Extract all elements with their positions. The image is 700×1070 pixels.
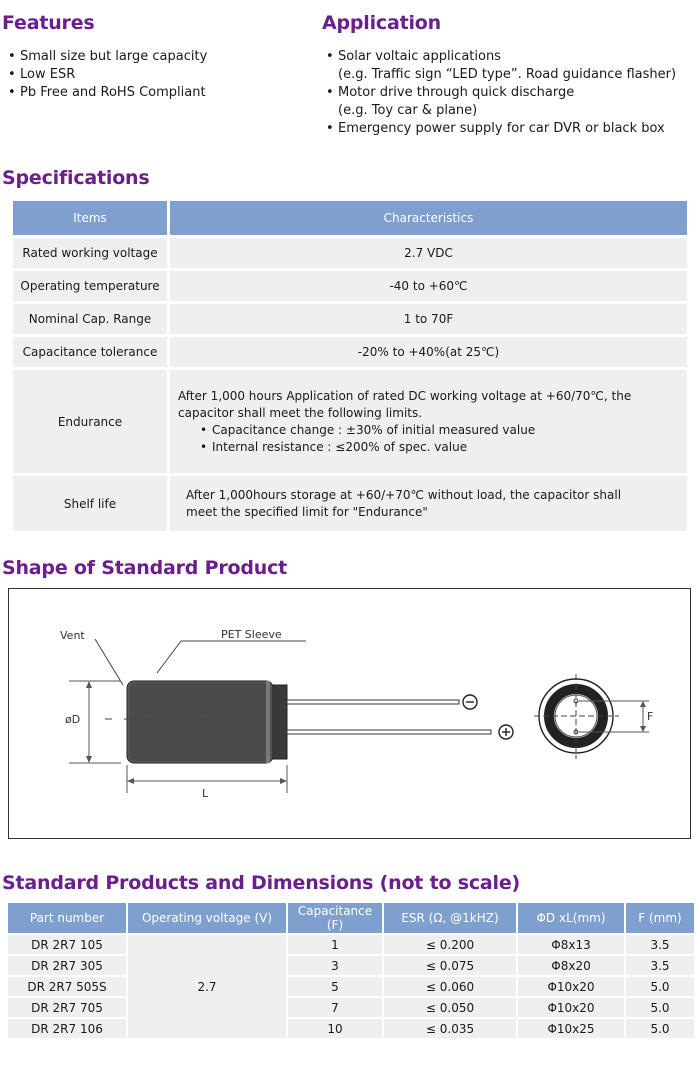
table-row: Nominal Cap. Range 1 to 70F (13, 304, 687, 334)
features-list (8, 48, 207, 102)
capacitor-drawing (9, 589, 690, 838)
list-item: • Pb Free and RoHS Compliant (8, 84, 207, 102)
specifications-heading: Specifications (2, 167, 150, 189)
list-item: • Motor drive through quick discharge (e.g. Toy car & plane) (326, 84, 676, 120)
application-heading: Application (322, 12, 441, 34)
table-row: DR 2R7 705 7 ≤ 0.050 Φ10x20 5.0 (8, 998, 694, 1017)
end-cap (273, 685, 287, 759)
column-header: F (mm) (626, 903, 694, 933)
diameter-label: øD (65, 713, 81, 726)
column-header: Items (13, 201, 167, 235)
shape-diagram (8, 588, 691, 839)
list-item: • Internal resistance : ≤200% of spec. value (200, 439, 687, 456)
table-row: DR 2R7 106 10 ≤ 0.035 Φ10x25 5.0 (8, 1019, 694, 1038)
table-row: Shelf life After 1,000hours storage at +60/+70℃ without load, the capacitor shall meet the specified limit for "Endurance" (13, 476, 687, 531)
negative-lead (287, 700, 459, 704)
products-table (6, 901, 696, 1040)
table-row: Operating temperature -40 to +60℃ (13, 271, 687, 301)
list-item: • Emergency power supply for car DVR or black box (326, 120, 676, 138)
table-row: Capacitance tolerance -20% to +40%(at 25℃) (13, 337, 687, 367)
list-item: • Low ESR (8, 66, 207, 84)
voltage-cell: 2.7 (128, 935, 286, 1038)
column-header: ESR (Ω, @1kHZ) (384, 903, 516, 933)
list-item: • Capacitance change : ±30% of initial measured value (200, 422, 687, 439)
table-row: DR 2R7 105 2.7 1 ≤ 0.200 Φ8x13 3.5 (8, 935, 694, 954)
sleeve (129, 683, 271, 761)
specifications-table (10, 198, 690, 534)
vent-label: Vent (60, 629, 85, 642)
list-item: • Solar voltaic applications (e.g. Traffic sign “LED type”. Road guidance flasher) (326, 48, 676, 84)
products-heading: Standard Products and Dimensions (not to scale) (2, 872, 521, 894)
endurance-description: After 1,000 hours Application of rated DC working voltage at +60/70℃, the capacitor shall meet the following limits. • Capacitance change : ±30% of initial measured value • Internal resistance : ≤200% of spec. value (170, 370, 687, 473)
column-header: ΦD xL(mm) (518, 903, 624, 933)
vent-leader (95, 639, 123, 685)
groove (266, 681, 270, 763)
table-row: Endurance After 1,000 hours Application of rated DC working voltage at +60/70℃, the capacitor shall meet the following limits. • Capacitance change : ±30% of initial measured value • Internal resistance : ≤200% of spec. value (13, 370, 687, 473)
table-row: DR 2R7 305 3 ≤ 0.075 Φ8x20 3.5 (8, 956, 694, 975)
column-header: Capacitance (F) (288, 903, 382, 933)
table-row: Rated working voltage 2.7 VDC (13, 238, 687, 268)
column-header: Characteristics (170, 201, 687, 235)
column-header: Operating voltage (V) (128, 903, 286, 933)
application-list (326, 48, 676, 138)
table-row: DR 2R7 505S 5 ≤ 0.060 Φ10x20 5.0 (8, 977, 694, 996)
positive-lead (287, 730, 491, 734)
sleeve-label: PET Sleeve (221, 628, 282, 641)
shelf-life-description: After 1,000hours storage at +60/+70℃ without load, the capacitor shall meet the specified limit for "Endurance" (170, 476, 687, 531)
list-item: • Small size but large capacity (8, 48, 207, 66)
pitch-label: F (647, 710, 654, 723)
column-header: Part number (8, 903, 126, 933)
length-label: L (202, 787, 209, 800)
sleeve-leader (157, 641, 306, 673)
shape-heading: Shape of Standard Product (2, 557, 288, 579)
features-heading: Features (2, 12, 95, 34)
